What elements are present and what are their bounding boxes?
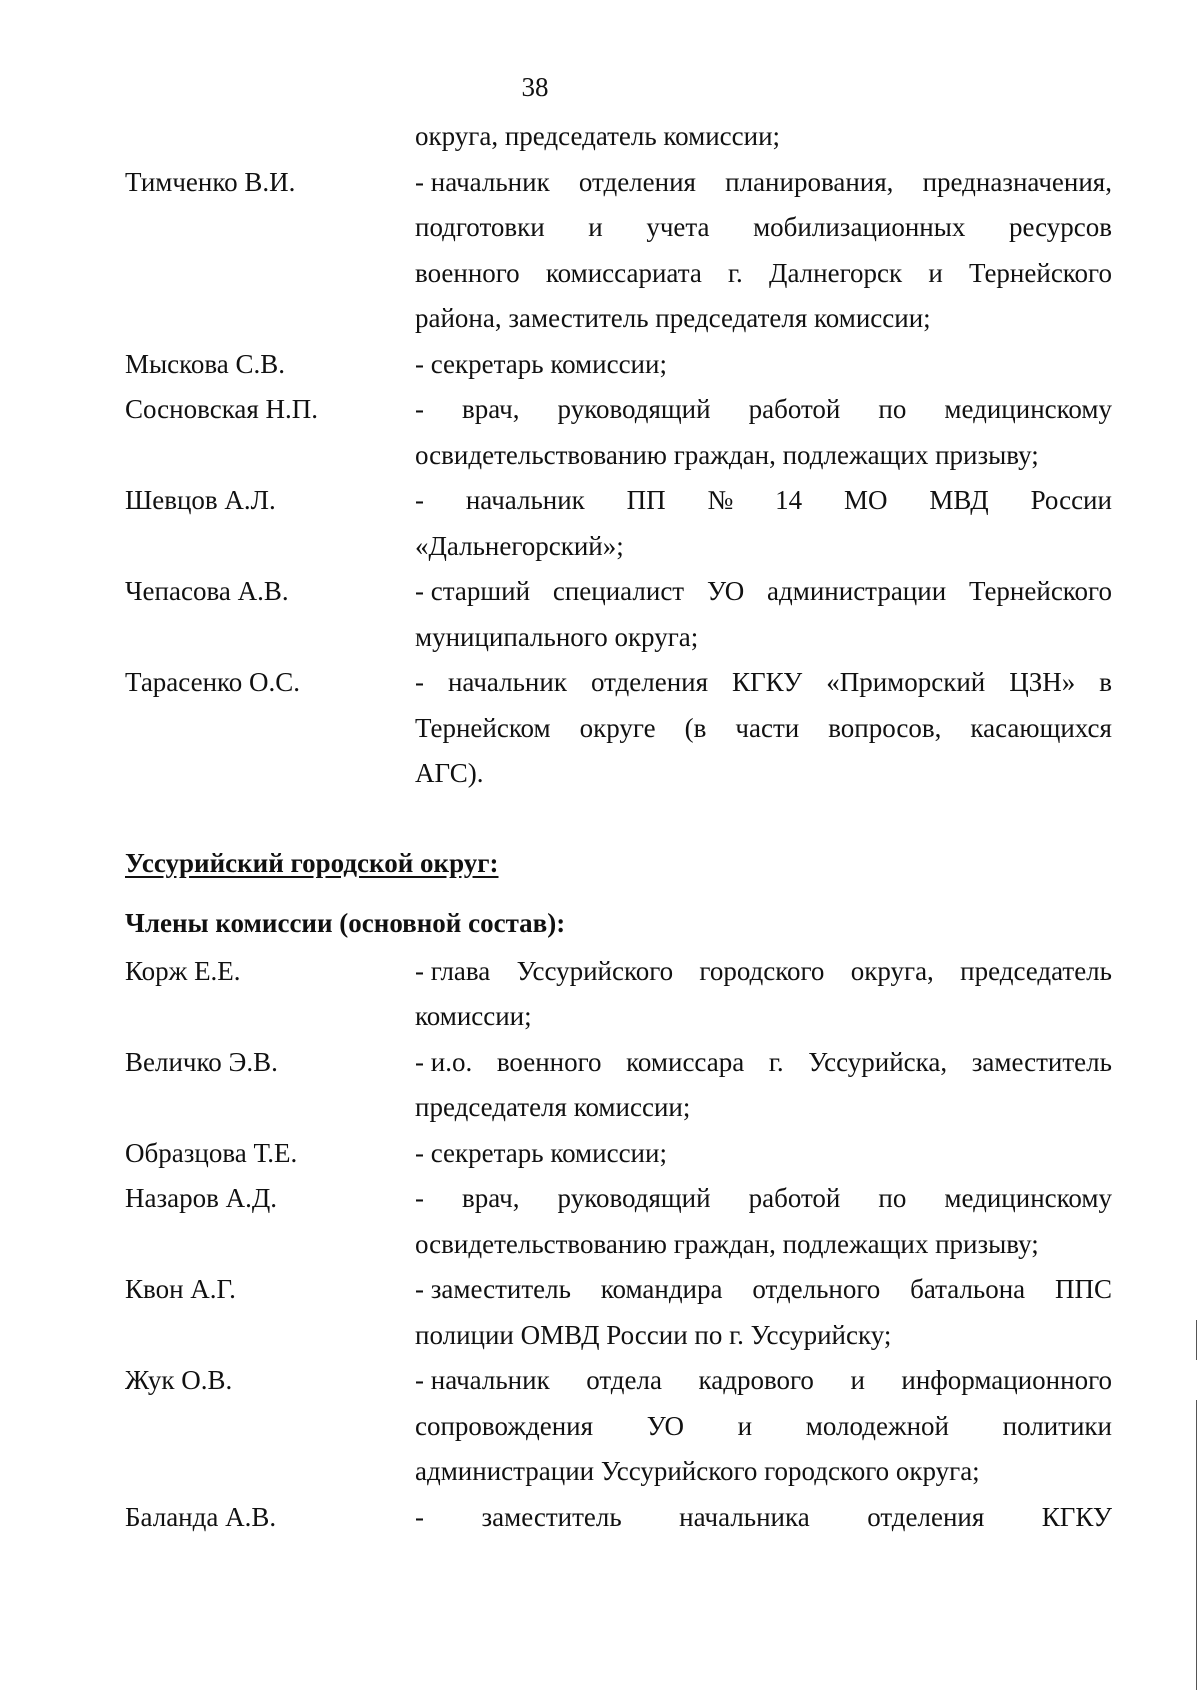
word: в [1099,667,1112,697]
word: заместитель [481,1501,622,1532]
word: вопросов, [828,712,942,743]
word: МВД [929,485,989,515]
member-description-line [415,1364,1112,1396]
word: предназначения, [922,166,1112,197]
word: планирования, [725,166,894,197]
word: начальник [447,667,567,697]
member-description-line: - секретарь комиссии; [415,1137,667,1168]
word: Уссурийского [516,955,674,986]
word: начальника [679,1501,810,1532]
word: УО [646,1410,684,1441]
word: комиссариата [545,257,702,288]
member-description-line [415,575,1112,607]
word: командира [600,1274,723,1304]
member-description-line [415,1182,1112,1214]
word: медицинскому [944,1183,1112,1213]
word: - начальник [415,1365,550,1395]
member-name: Тимченко В.И. [125,166,296,197]
word: отдела [586,1365,662,1395]
word: (в [684,712,707,743]
member-description-line [415,166,1112,198]
word: председатель [960,955,1112,986]
member-name: Баланда А.В. [125,1501,277,1532]
member-name: Квон А.Г. [125,1274,236,1304]
word: Тернейского [968,576,1112,606]
word: военного [496,1046,602,1077]
member-description-line: АГС). [415,758,484,788]
word: медицинскому [944,394,1112,424]
word: и [850,1365,865,1395]
member-description-line: района, заместитель председателя комиссии; [415,303,931,333]
member-description-line [415,712,1112,744]
member-name: Величко Э.В. [125,1046,278,1077]
word: МО [843,485,888,515]
member-description-line: освидетельствованию граждан, подлежащих призыву; [415,1228,1039,1259]
word: врач, [462,394,520,424]
word: и [928,257,943,288]
word: руководящий [557,1183,711,1213]
word: ЦЗН» [1009,667,1076,697]
word: - [415,1183,424,1213]
word: КГКУ [732,667,803,697]
word: ПП [626,485,666,515]
member-description-line: «Дальнегорский»; [415,530,624,561]
word: - и.о. [415,1046,473,1077]
scan-artifact-line [1196,1320,1197,1360]
member-description-line: администрации Уссурийского городского округа; [415,1456,980,1486]
word: информационного [901,1365,1112,1395]
word: ресурсов [1008,212,1112,242]
word: Тернейском [415,712,551,743]
subsection-title: Члены комиссии (основной состав): [125,907,566,938]
word: г. [768,1046,784,1077]
word: - заместитель [415,1274,571,1304]
member-description-line: муниципального округа; [415,621,699,652]
member-description-line: освидетельствованию граждан, подлежащих призыву; [415,439,1039,470]
word: сопровождения [415,1410,594,1441]
word: подготовки [415,212,545,242]
word: и [588,212,603,242]
word: отделения [578,166,696,197]
page-number: 38 [521,72,549,102]
word: заместитель [971,1046,1112,1077]
word: и [737,1410,753,1441]
word: работой [748,1183,841,1213]
word: УО [706,576,745,606]
word: работой [748,394,841,424]
member-description-line [415,1501,1112,1533]
member-description-line [415,666,1112,698]
member-name: Мыскова С.В. [125,348,286,379]
word: - глава [415,955,491,986]
word: ППС [1054,1274,1112,1304]
word: врач, [462,1183,520,1213]
word: по [878,394,907,424]
word: учета [646,212,710,242]
word: касающихся [970,712,1112,743]
word: отделения [590,667,709,697]
word: администрации [767,576,947,606]
member-name: Сосновская Н.П. [125,394,319,424]
word: КГКУ [1041,1501,1112,1532]
word: отделения [867,1501,985,1532]
member-description-line [415,257,1112,289]
word: - [415,1501,424,1532]
word: - старший [415,576,531,606]
member-description-line [415,1410,1112,1442]
member-description-line [415,1046,1112,1078]
member-description-line: председателя комиссии; [415,1092,691,1122]
member-description-line [415,211,1112,243]
word: округе [579,712,656,743]
word: - [415,667,424,697]
word: «Приморский [826,667,986,697]
word: молодежной [805,1410,949,1441]
word: мобилизационных [753,212,966,242]
member-description-line: комиссии; [415,1001,532,1031]
word: военного [415,257,520,288]
word: специалист [552,576,685,606]
section-title: Уссурийский городской округ: [125,847,499,878]
word: № [707,485,734,515]
member-name: Тарасенко О.С. [125,667,301,697]
word: комиссара [626,1046,745,1077]
member-description-line [415,1273,1112,1305]
member-description-line [415,955,1112,987]
word: кадрового [698,1365,814,1395]
member-description-line [415,484,1112,516]
member-name: Чепасова А.В. [125,576,289,606]
member-name: Образцова Т.Е. [125,1137,298,1168]
word: батальона [910,1274,1026,1304]
member-name: Назаров А.Д. [125,1183,278,1213]
word: - [415,394,424,424]
word: по [878,1183,907,1213]
word: городского [699,955,825,986]
member-name: Корж Е.Е. [125,955,241,986]
member-description-line: - секретарь комиссии; [415,348,667,379]
word: 14 [775,485,803,515]
word: округа, [850,955,934,986]
word: Уссурийска, [808,1046,948,1077]
word: начальник [465,485,585,515]
member-name: Жук О.В. [125,1365,233,1395]
word: части [735,712,800,743]
word: руководящий [557,394,711,424]
member-description-line: полиции ОМВД России по г. Уссурийску; [415,1319,892,1350]
word: политики [1002,1410,1112,1441]
word: Тернейского [968,257,1112,288]
word: - [415,485,424,515]
member-description-line [415,393,1112,425]
word: Далнегорск [769,257,903,288]
word: г. [728,257,743,288]
member-name: Шевцов А.Л. [125,485,276,515]
word: России [1030,485,1112,515]
scan-artifact-line [1196,1400,1197,1690]
word: отдельного [752,1274,881,1304]
continuation-text: округа, председатель комиссии; [415,121,781,151]
word: - начальник [415,166,550,197]
